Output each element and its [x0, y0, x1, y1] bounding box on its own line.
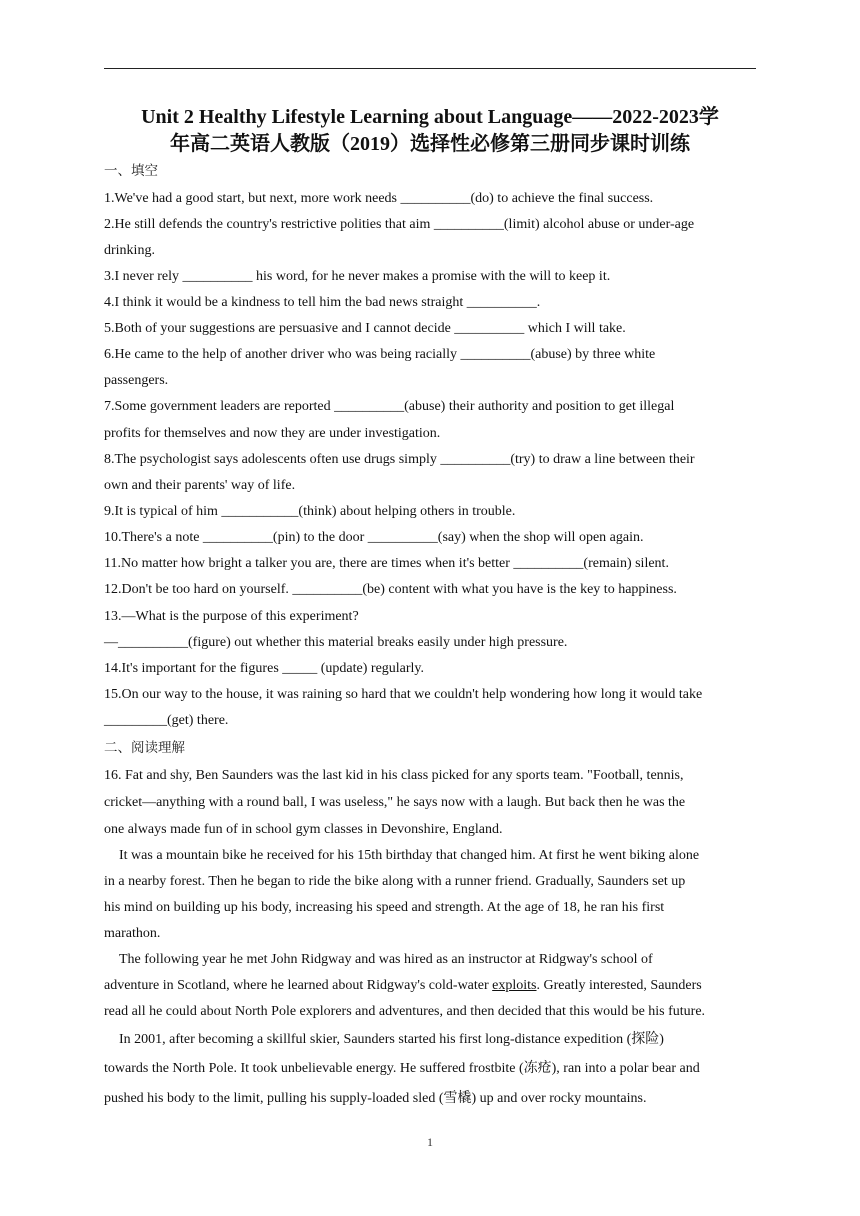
question-9: 9.It is typical of him ___________(think) about helping others in trouble.: [104, 504, 516, 519]
question-7-line-2: profits for themselves and now they are under investigation.: [104, 426, 441, 441]
question-13-line-2: —__________(figure) out whether this material breaks easily under high pressure.: [104, 635, 568, 650]
passage-para-1-line-3: one always made fun of in school gym classes in Devonshire, England.: [104, 822, 503, 837]
section-heading-reading: 二、阅读理解: [104, 740, 185, 756]
title-line-2: 年高二英语人教版（2019）选择性必修第三册同步课时训练: [170, 133, 690, 155]
passage-para-3-line-3: read all he could about North Pole explorers and adventures, and then decided that this would be his future.: [104, 1004, 706, 1019]
question-6-line-2: passengers.: [104, 373, 169, 388]
question-8-line-2: own and their parents' way of life.: [104, 478, 296, 493]
question-3: 3.I never rely __________ his word, for he never makes a promise with the will to keep it.: [104, 269, 611, 284]
passage-para-3-line-1: The following year he met John Ridgway and was hired as an instructor at Ridgway's school of: [119, 952, 653, 967]
passage-para-2-line-3: his mind on building up his body, increasing his speed and strength. At the age of 18, he ran his first: [104, 900, 665, 915]
question-13-line-1: 13.—What is the purpose of this experiment?: [104, 609, 359, 624]
page-number: 1: [427, 1135, 433, 1149]
question-2-line-1: 2.He still defends the country's restrictive polities that aim __________(limit) alcohol abuse or under-age: [104, 217, 695, 232]
question-15-line-1: 15.On our way to the house, it was raining so hard that we couldn't help wondering how long it would take: [104, 687, 703, 702]
passage-para-3-line-2: [104, 977, 702, 995]
question-10: 10.There's a note __________(pin) to the door __________(say) when the shop will open again.: [104, 530, 644, 545]
passage-para-1-line-1: 16. Fat and shy, Ben Saunders was the last kid in his class picked for any sports team. "Football, tennis,: [104, 768, 684, 783]
question-4: 4.I think it would be a kindness to tell him the bad news straight __________.: [104, 295, 541, 310]
passage-para-2-line-1: It was a mountain bike he received for his 15th birthday that changed him. At first he went biking alone: [119, 848, 700, 863]
document-title: [100, 104, 760, 158]
passage-para-4-line-3: pushed his body to the limit, pulling his supply-loaded sled (雪橇) up and over rocky mountains.: [104, 1091, 647, 1106]
title-line-1: Unit 2 Healthy Lifestyle Learning about Language——2022-2023学: [141, 106, 719, 128]
question-7-line-1: 7.Some government leaders are reported __________(abuse) their authority and position to get illegal: [104, 399, 675, 414]
question-11: 11.No matter how bright a talker you are, there are times when it's better __________(remain) silent.: [104, 556, 669, 571]
question-15-line-2: _________(get) there.: [104, 713, 229, 728]
passage-para-2-line-4: marathon.: [104, 926, 161, 941]
passage-text: adventure in Scotland, where he learned about Ridgway's cold-water: [104, 978, 493, 993]
question-12: 12.Don't be too hard on yourself. __________(be) content with what you have is the key to happiness.: [104, 582, 677, 597]
question-5: 5.Both of your suggestions are persuasive and I cannot decide __________ which I will take.: [104, 321, 626, 336]
underlined-word-exploits: exploits: [492, 978, 537, 993]
question-8-line-1: 8.The psychologist says adolescents often use drugs simply __________(try) to draw a line between their: [104, 452, 695, 467]
question-1: 1.We've had a good start, but next, more work needs __________(do) to achieve the final success.: [104, 191, 654, 206]
passage-para-4-line-2: towards the North Pole. It took unbelievable energy. He suffered frostbite (冻疮), ran into a polar bear and: [104, 1061, 700, 1076]
section-heading-fill-in: 一、填空: [104, 163, 158, 179]
question-6-line-1: 6.He came to the help of another driver who was being racially __________(abuse) by three white: [104, 347, 656, 362]
question-2-line-2: drinking.: [104, 243, 155, 258]
passage-para-1-line-2: cricket—anything with a round ball, I was useless," he says now with a laugh. But back then he was the: [104, 795, 686, 810]
passage-para-2-line-2: in a nearby forest. Then he began to ride the bike along with a runner friend. Gradually, Saunders set up: [104, 874, 686, 889]
passage-para-4-line-1: In 2001, after becoming a skillful skier, Saunders started his first long-distance expedition (探险): [119, 1032, 664, 1047]
header-rule: [104, 68, 756, 69]
question-14: 14.It's important for the figures _____ (update) regularly.: [104, 661, 425, 676]
passage-text: . Greatly interested, Saunders: [536, 978, 702, 993]
